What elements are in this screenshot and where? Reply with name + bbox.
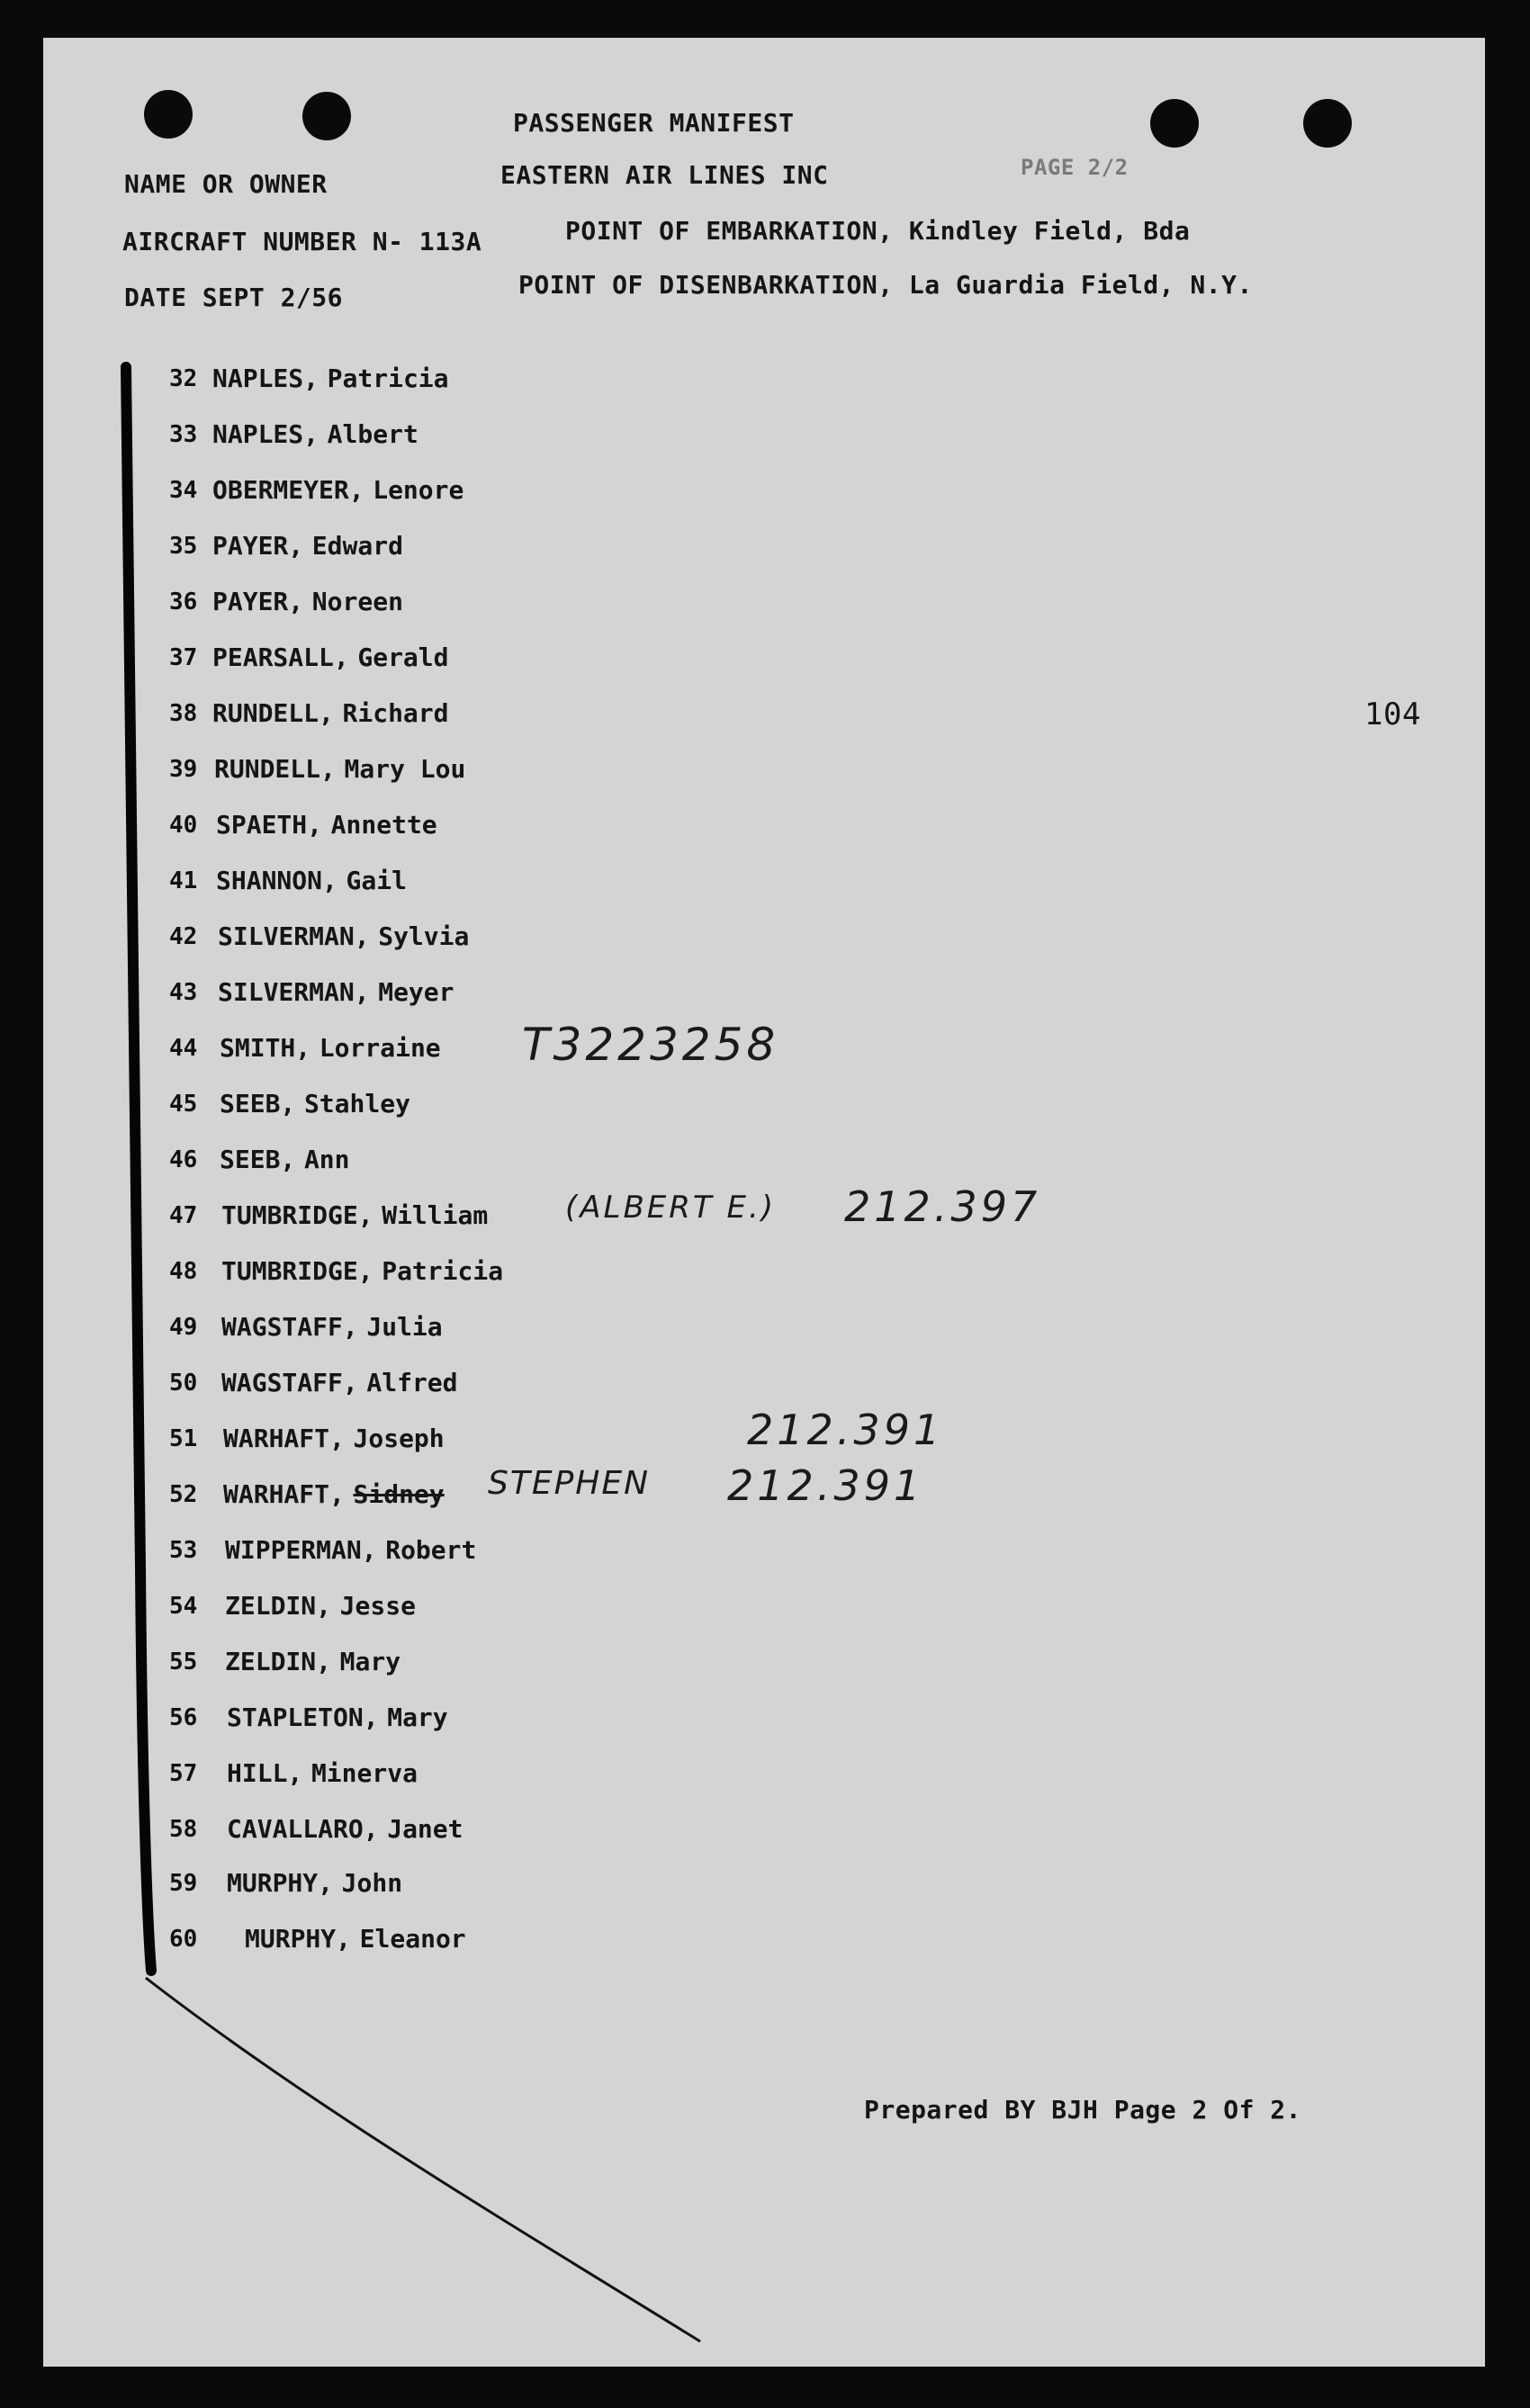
passenger-number: 44 [169, 1035, 198, 1062]
handwritten-smith-code: T3223258 [522, 1019, 779, 1071]
passenger-given-name: Mary [387, 1703, 448, 1732]
passenger-given-name: Annette [330, 810, 437, 840]
passenger-surname: SPAETH, [216, 810, 323, 840]
passenger-given-name: Minerva [310, 1758, 418, 1788]
passenger-number: 39 [169, 756, 198, 783]
passenger-number: 60 [169, 1926, 198, 1953]
passenger-given-name: Eleanor [359, 1924, 466, 1954]
passenger-surname: ZELDIN, [225, 1647, 332, 1676]
passenger-number: 43 [169, 979, 198, 1006]
passenger-number: 56 [169, 1704, 198, 1731]
passenger-number: 50 [169, 1370, 198, 1397]
passenger-given-name: Meyer [378, 977, 454, 1007]
passenger-given-name: Stahley [303, 1089, 410, 1119]
passenger-given-name: Julia [366, 1312, 443, 1342]
passenger-given-name: Ann [303, 1145, 350, 1174]
handwritten-tumbridge-note: (ALBERT E.) [565, 1190, 777, 1226]
passenger-given-name: Mary Lou [344, 754, 466, 784]
passenger-surname: CAVALLARO, [227, 1814, 379, 1844]
passenger-number: 58 [169, 1816, 198, 1843]
passenger-given-name: Mary [339, 1647, 401, 1676]
passenger-surname: TUMBRIDGE, [221, 1200, 374, 1230]
passenger-surname: SILVERMAN, [218, 977, 370, 1007]
passenger-number: 37 [169, 644, 198, 671]
faint-page-stamp: PAGE 2/2 [1021, 155, 1129, 180]
passenger-number: 36 [169, 589, 198, 615]
passenger-number: 40 [169, 812, 198, 839]
prepared-by-footer: Prepared BY BJH Page 2 Of 2. [864, 2095, 1302, 2125]
passenger-surname: SMITH, [220, 1033, 311, 1063]
passenger-surname: STAPLETON, [227, 1703, 379, 1732]
passenger-given-name: Lenore [373, 475, 464, 505]
passenger-given-name: Gail [346, 866, 407, 895]
passenger-surname: WAGSTAFF, [221, 1312, 358, 1342]
passenger-surname: MURPHY, [245, 1924, 352, 1954]
passenger-number: 41 [169, 867, 198, 894]
passenger-number: 53 [169, 1537, 198, 1564]
passenger-surname: SHANNON, [216, 866, 338, 895]
passenger-surname: TUMBRIDGE, [221, 1256, 374, 1286]
name-or-owner-label: NAME OR OWNER [124, 169, 328, 199]
point-of-disembarkation: POINT OF DISENBARKATION, La Guardia Field, N.Y. [518, 270, 1253, 300]
passenger-given-name: Alfred [366, 1368, 458, 1397]
passenger-number: 45 [169, 1091, 198, 1118]
page-number: 104 [1364, 696, 1421, 732]
owner-value: EASTERN AIR LINES INC [500, 160, 829, 190]
passenger-number: 52 [169, 1481, 198, 1508]
passenger-surname: MURPHY, [227, 1868, 334, 1898]
passenger-surname: SEEB, [220, 1145, 296, 1174]
passenger-number: 33 [169, 421, 198, 448]
handwritten-warhaft-replacement-name: STEPHEN [488, 1465, 651, 1502]
passenger-given-name-struck: Sidney [353, 1479, 445, 1509]
passenger-surname: WARHAFT, [223, 1479, 345, 1509]
passenger-number: 34 [169, 477, 198, 504]
passenger-given-name: Richard [342, 698, 449, 728]
passenger-given-name: Patricia [382, 1256, 504, 1286]
passenger-number: 42 [169, 923, 198, 950]
passenger-number: 38 [169, 700, 198, 727]
passenger-given-name: Robert [385, 1535, 477, 1565]
manifest-date: DATE SEPT 2/56 [124, 283, 344, 312]
passenger-surname: ZELDIN, [225, 1591, 332, 1621]
passenger-surname: SILVERMAN, [218, 921, 370, 951]
passenger-number: 51 [169, 1425, 198, 1452]
passenger-surname: RUNDELL, [214, 754, 336, 784]
passenger-number: 59 [169, 1870, 198, 1897]
passenger-number: 49 [169, 1314, 198, 1341]
passenger-given-name: Joseph [353, 1424, 445, 1453]
passenger-surname: NAPLES, [212, 419, 320, 449]
passenger-given-name: John [341, 1868, 403, 1898]
passenger-given-name: Patricia [327, 364, 449, 393]
handwritten-tumbridge-code: 212.397 [844, 1182, 1041, 1231]
passenger-number: 35 [169, 533, 198, 560]
passenger-number: 48 [169, 1258, 198, 1285]
passenger-given-name: Janet [387, 1814, 464, 1844]
passenger-given-name: Jesse [339, 1591, 416, 1621]
passenger-number: 55 [169, 1649, 198, 1676]
passenger-surname: NAPLES, [212, 364, 320, 393]
passenger-surname: HILL, [227, 1758, 303, 1788]
passenger-given-name: Sylvia [378, 921, 470, 951]
passenger-number: 54 [169, 1593, 198, 1620]
passenger-surname: PAYER, [212, 587, 304, 616]
passenger-number: 32 [169, 365, 198, 392]
passenger-given-name: Albert [327, 419, 418, 449]
passenger-surname: PAYER, [212, 531, 304, 561]
passenger-surname: RUNDELL, [212, 698, 334, 728]
point-of-embarkation: POINT OF EMBARKATION, Kindley Field, Bda [565, 216, 1191, 246]
passenger-number: 47 [169, 1202, 198, 1229]
handwritten-warhaft-joseph-code: 212.391 [747, 1406, 944, 1454]
passenger-surname: WAGSTAFF, [221, 1368, 358, 1397]
passenger-number: 46 [169, 1146, 198, 1173]
passenger-surname: WARHAFT, [223, 1424, 345, 1453]
marker-bracket-line [43, 38, 1485, 2367]
passenger-given-name: Gerald [357, 642, 449, 672]
passenger-given-name: Lorraine [319, 1033, 441, 1063]
manifest-title: PASSENGER MANIFEST [513, 108, 795, 138]
passenger-number: 57 [169, 1760, 198, 1787]
passenger-given-name: Noreen [311, 587, 403, 616]
handwritten-warhaft-sidney-code: 212.391 [727, 1461, 924, 1510]
passenger-given-name: Edward [311, 531, 403, 561]
passenger-given-name: William [382, 1200, 489, 1230]
passenger-surname: PEARSALL, [212, 642, 349, 672]
passenger-surname: SEEB, [220, 1089, 296, 1119]
aircraft-number: AIRCRAFT NUMBER N- 113A [122, 227, 482, 256]
passenger-surname: OBERMEYER, [212, 475, 364, 505]
passenger-surname: WIPPERMAN, [225, 1535, 377, 1565]
manifest-sheet [43, 38, 1485, 2367]
